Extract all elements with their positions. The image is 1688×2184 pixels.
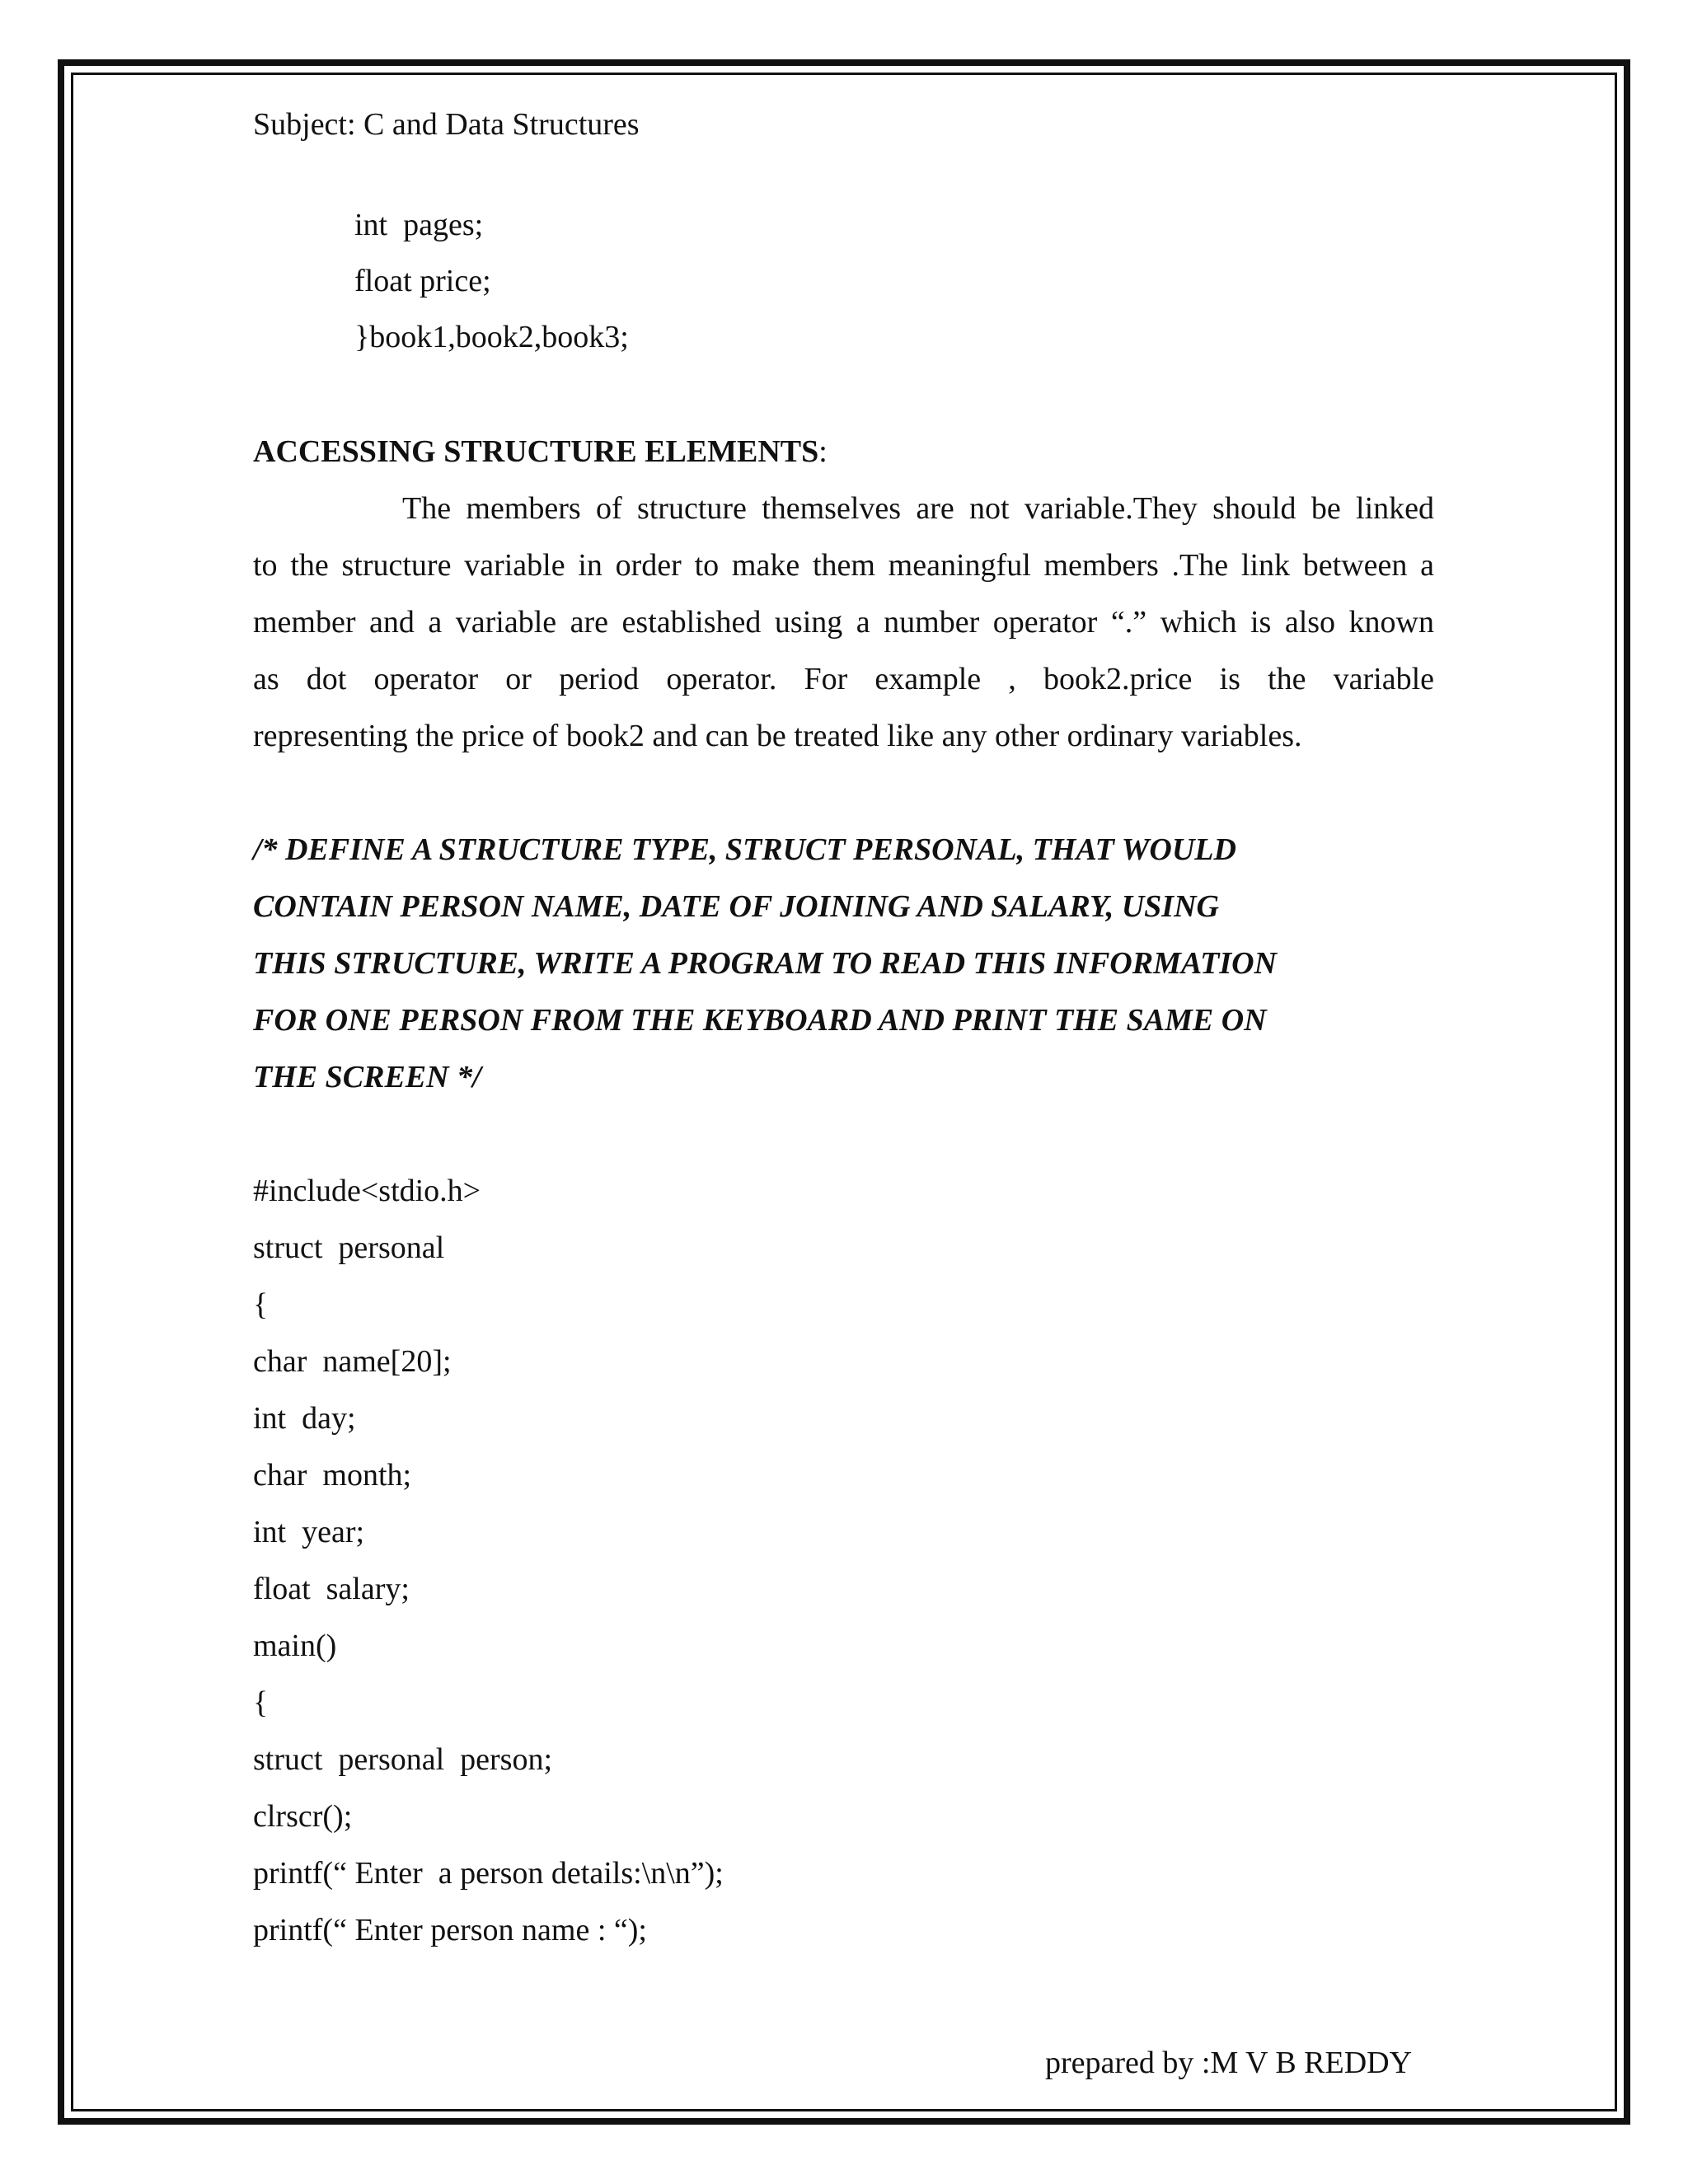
code-line: clrscr();: [253, 1799, 353, 1834]
program-comment-line: CONTAIN PERSON NAME, DATE OF JOINING AND SALARY, USING: [253, 889, 1219, 924]
code-line: int day;: [253, 1401, 356, 1436]
code-line: struct personal: [253, 1230, 445, 1265]
paragraph-line: to the structure variable in order to make them meaningful members .The link between a: [253, 548, 1434, 583]
code-line: printf(“ Enter a person details:\n\n”);: [253, 1856, 724, 1891]
paragraph-line: as dot operator or period operator. For example , book2.price is the variable: [253, 662, 1434, 696]
section-heading: [253, 433, 828, 471]
code-line: printf(“ Enter person name : “);: [253, 1913, 647, 1947]
program-comment-line: THE SCREEN */: [253, 1060, 481, 1094]
struct-member-line: float price;: [354, 264, 491, 298]
section-heading-colon: :: [818, 434, 828, 469]
code-line: {: [253, 1685, 269, 1720]
code-line: {: [253, 1287, 269, 1322]
code-line: main(): [253, 1629, 337, 1663]
code-line: struct personal person;: [253, 1742, 553, 1777]
section-heading-text: ACCESSING STRUCTURE ELEMENTS: [253, 434, 819, 469]
paragraph-line: representing the price of book2 and can be treated like any other ordinary variables.: [253, 719, 1302, 753]
footer-author: prepared by :M V B REDDY: [1045, 2046, 1413, 2080]
struct-member-line: int pages;: [354, 208, 484, 242]
code-line: char month;: [253, 1458, 412, 1493]
code-line: int year;: [253, 1515, 365, 1549]
paragraph-line: member and a variable are established using a number operator “.” which is also known: [253, 605, 1434, 640]
subject-header: Subject: C and Data Structures: [253, 107, 640, 142]
paragraph-line: The members of structure themselves are not variable.They should be linked: [402, 491, 1434, 526]
code-line: char name[20];: [253, 1344, 452, 1379]
code-line: #include<stdio.h>: [253, 1174, 481, 1208]
struct-closing-line: }book1,book2,book3;: [354, 320, 629, 354]
code-line: float salary;: [253, 1572, 410, 1606]
program-comment-line: /* DEFINE A STRUCTURE TYPE, STRUCT PERSONAL, THAT WOULD: [253, 832, 1236, 867]
program-comment-line: THIS STRUCTURE, WRITE A PROGRAM TO READ THIS INFORMATION: [253, 946, 1277, 981]
program-comment-line: FOR ONE PERSON FROM THE KEYBOARD AND PRINT THE SAME ON: [253, 1003, 1267, 1038]
